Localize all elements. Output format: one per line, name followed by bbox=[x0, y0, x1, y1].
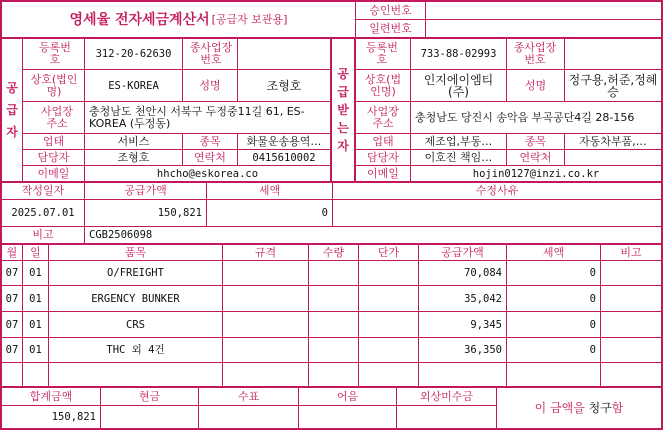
supplier-biz-type-label: 업태 bbox=[42, 134, 65, 148]
summary-supply-label: 공급가액 bbox=[124, 184, 167, 197]
cash-amount bbox=[101, 406, 198, 428]
row-supply: 70,084 bbox=[464, 267, 502, 279]
reason-label: 수정사유 bbox=[475, 184, 519, 197]
summary-supply: 150,821 bbox=[157, 207, 202, 219]
statement-kind: 청구 bbox=[588, 401, 612, 415]
summary-tax-label: 세액 bbox=[258, 184, 281, 197]
billing-statement bbox=[497, 388, 661, 428]
row-note bbox=[601, 261, 661, 285]
credit-amount bbox=[397, 406, 496, 428]
row-unit-price bbox=[359, 286, 418, 311]
supplier-name: 조형호 bbox=[266, 78, 302, 93]
row-month: 07 bbox=[5, 344, 19, 356]
total-label: 합계금액 bbox=[29, 389, 73, 403]
supplier-biz-item-label: 종목 bbox=[199, 134, 221, 148]
buyer-biz-item-label: 종목 bbox=[524, 134, 547, 148]
row-unit-price bbox=[359, 261, 418, 285]
row-note bbox=[601, 312, 661, 337]
buyer-branch-no-label: 종사업장번호 bbox=[513, 41, 557, 66]
row-supply: 35,042 bbox=[464, 292, 502, 305]
col-item: 품목 bbox=[124, 245, 147, 259]
row-unit-price bbox=[359, 312, 418, 337]
buyer-name-label: 성명 bbox=[524, 78, 547, 92]
invoice-title bbox=[2, 2, 355, 37]
supplier-contact: 0415610002 bbox=[252, 151, 316, 164]
row-spec bbox=[223, 312, 308, 337]
buyer-name: 정구용,허준,정혜승 bbox=[568, 72, 658, 99]
buyer-biz-type: 제조업,부동… bbox=[424, 134, 493, 148]
buyer-contact-label: 연락처 bbox=[519, 150, 552, 164]
supplier-email-label: 이메일 bbox=[37, 166, 70, 180]
supplier-biz-type: 서비스 bbox=[117, 134, 150, 148]
statement-suffix: 함 bbox=[611, 401, 624, 415]
row-tax: 0 bbox=[589, 292, 596, 305]
buyer-email: hojin0127@inzi.co.kr bbox=[472, 167, 600, 180]
buyer-branch-no bbox=[565, 39, 661, 69]
supplier-contact-label: 연락처 bbox=[194, 150, 226, 164]
buyer-email-label: 이메일 bbox=[367, 166, 399, 180]
buyer-company: 인지에이엠티(주) bbox=[423, 72, 494, 99]
supplier-company-label: 상호(법인명) bbox=[30, 72, 78, 98]
credit-label: 외상미수금 bbox=[419, 389, 474, 403]
row-qty bbox=[309, 286, 358, 311]
buyer-biz-type-label: 업태 bbox=[372, 134, 394, 148]
row-unit-price bbox=[359, 338, 418, 362]
buyer-address-label: 사업장주소 bbox=[367, 104, 399, 130]
supplier-company: ES-KOREA bbox=[108, 79, 159, 92]
buyer-reg-no-label: 등록번호 bbox=[366, 41, 398, 66]
reason-value bbox=[333, 200, 661, 226]
row-qty bbox=[309, 261, 358, 285]
col-day: 일 bbox=[30, 245, 41, 259]
supplier-address: 충청남도 천안시 서북구 두정중11길 61, ES-KOREA (두정동) bbox=[89, 104, 305, 130]
row-supply: 36,350 bbox=[464, 344, 502, 356]
buyer-manager-label: 담당자 bbox=[367, 150, 399, 164]
row-spec bbox=[223, 261, 308, 285]
supplier-manager: 조형호 bbox=[117, 150, 150, 164]
supplier-manager-label: 담당자 bbox=[37, 150, 70, 164]
supplier-section-label: 공급자 bbox=[6, 81, 18, 139]
serial-no-value bbox=[426, 20, 661, 37]
invoice-title-text: 영세율 전자세금계산서 bbox=[69, 11, 210, 28]
row-spec bbox=[223, 286, 308, 311]
summary-tax: 0 bbox=[321, 207, 328, 219]
row-month: 07 bbox=[5, 318, 19, 331]
serial-no-label: 일련번호 bbox=[369, 21, 412, 35]
row-spec bbox=[223, 338, 308, 362]
row-day: 01 bbox=[29, 292, 42, 305]
check-label: 수표 bbox=[237, 389, 260, 403]
supplier-address-label: 사업장주소 bbox=[41, 104, 73, 130]
row-item: THC 외 4건 bbox=[106, 344, 165, 356]
row-note bbox=[601, 338, 661, 362]
row-supply: 9,345 bbox=[470, 318, 502, 331]
supplier-reg-no-label: 등록번호 bbox=[39, 41, 71, 66]
buyer-biz-item: 자동차부품,… bbox=[579, 134, 647, 148]
buyer-contact bbox=[565, 150, 661, 165]
cash-label: 현금 bbox=[138, 389, 161, 403]
statement-prefix: 이 금액을 bbox=[534, 401, 589, 415]
supplier-reg-no: 312-20-62630 bbox=[95, 48, 172, 60]
row-day: 01 bbox=[29, 344, 42, 356]
col-spec: 규격 bbox=[254, 245, 277, 259]
bill-amount bbox=[299, 406, 396, 428]
row-item: ERGENCY BUNKER bbox=[91, 292, 180, 305]
total-amount: 150,821 bbox=[51, 411, 96, 423]
row-item: O/FREIGHT bbox=[107, 267, 164, 279]
col-supply: 공급가액 bbox=[441, 245, 484, 259]
buyer-company-label: 상호(법인명) bbox=[364, 72, 402, 98]
col-tax: 세액 bbox=[542, 245, 565, 259]
row-month: 07 bbox=[5, 292, 19, 305]
approval-no-value bbox=[426, 2, 661, 19]
col-unit-price: 단가 bbox=[377, 245, 400, 259]
supplier-branch-no-label: 종사업장번호 bbox=[189, 41, 233, 66]
supplier-branch-no bbox=[238, 39, 330, 69]
row-day: 01 bbox=[29, 267, 42, 279]
check-amount bbox=[199, 406, 298, 428]
row-qty bbox=[309, 312, 358, 337]
supplier-name-label: 성명 bbox=[199, 78, 221, 92]
col-month: 월 bbox=[6, 245, 18, 259]
row-item: CRS bbox=[126, 318, 145, 331]
buyer-reg-no: 733-88-02993 bbox=[420, 48, 497, 60]
row-day: 01 bbox=[29, 318, 42, 331]
row-tax: 0 bbox=[589, 267, 596, 279]
buyer-section-label: 공급받는자 bbox=[337, 67, 349, 153]
date-label: 작성일자 bbox=[21, 184, 65, 197]
supplier-email: hhcho@eskorea.co bbox=[156, 167, 259, 180]
bill-label: 어음 bbox=[336, 389, 359, 403]
note-value: CGB2506098 bbox=[89, 229, 153, 241]
row-tax: 0 bbox=[589, 344, 596, 356]
supplier-biz-item: 화물운송용역… bbox=[246, 134, 322, 148]
approval-no-label: 승인번호 bbox=[369, 3, 412, 17]
invoice-subtitle: [공급자 보관용] bbox=[211, 12, 288, 26]
buyer-address: 충청남도 당진시 송악읍 부곡공단4길 28-156 bbox=[415, 110, 635, 124]
row-qty bbox=[309, 338, 358, 362]
col-qty: 수량 bbox=[322, 245, 345, 259]
row-tax: 0 bbox=[589, 318, 596, 331]
issue-date: 2025.07.01 bbox=[11, 207, 75, 219]
note-label: 비고 bbox=[32, 228, 54, 241]
col-note: 비고 bbox=[620, 245, 642, 259]
row-note bbox=[601, 286, 661, 311]
row-month: 07 bbox=[5, 267, 19, 279]
buyer-manager: 이호진 책임… bbox=[424, 150, 493, 164]
